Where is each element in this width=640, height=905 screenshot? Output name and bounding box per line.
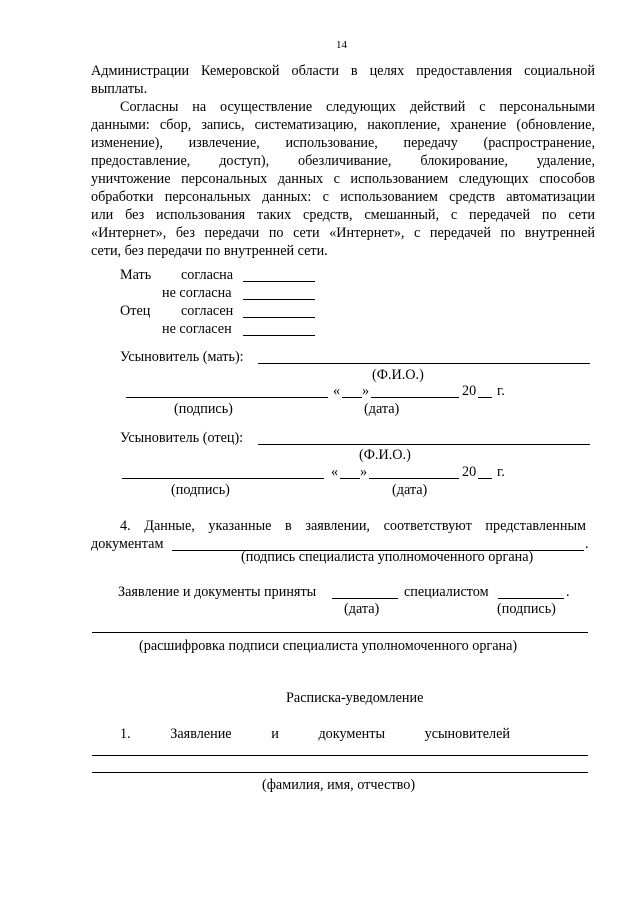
- quote-close: »: [362, 383, 370, 399]
- accepted-date-line[interactable]: [332, 598, 398, 599]
- text-line: данными: сбор, запись, систематизацию, накопление, хранение (обновление,: [91, 117, 595, 133]
- receipt-fio-caption: (фамилия, имя, отчество): [262, 777, 416, 793]
- text-line: Согласны на осуществление следующих действий с персональными: [120, 99, 595, 115]
- signature-caption: (подпись): [171, 482, 230, 498]
- receipt-item-word: документы: [318, 726, 385, 742]
- receipt-item-word: усыновителей: [424, 726, 510, 742]
- accepted-signature-line[interactable]: [498, 598, 564, 599]
- text-line: выплаты.: [91, 81, 148, 97]
- accepted-text: Заявление и документы приняты: [118, 584, 317, 600]
- accepted-specialist-text: специалистом: [404, 584, 489, 600]
- specialist-signature-caption: (подпись специалиста уполномоченного органа): [241, 549, 534, 565]
- text-line: обработки персональных данных: с использованием средств автоматизации: [91, 189, 595, 205]
- adopter-father-signature-line[interactable]: [122, 478, 324, 479]
- year-suffix: г.: [497, 383, 505, 399]
- signature-caption: (подпись): [174, 401, 233, 417]
- section4-line1: 4. Данные, указанные в заявлении, соответствуют представленным: [120, 518, 586, 534]
- page-number: 14: [336, 39, 347, 51]
- text-line: изменение), извлечение, использование, передачу (распространение,: [91, 135, 595, 151]
- mother-agree-label: согласна: [181, 267, 234, 283]
- receipt-item-word: Заявление: [170, 726, 232, 742]
- father-agree-label: согласен: [181, 303, 234, 319]
- mother-disagree-signature-line[interactable]: [243, 299, 315, 300]
- quote-open: «: [333, 383, 341, 399]
- father-agree-signature-line[interactable]: [243, 317, 315, 318]
- year-prefix: 20: [462, 383, 477, 399]
- quote-open: «: [331, 464, 339, 480]
- mother-label: Мать: [120, 267, 152, 283]
- accepted-date-caption: (дата): [344, 601, 380, 617]
- receipt-fio-line-2[interactable]: [92, 772, 588, 773]
- accepted-period: .: [566, 584, 570, 600]
- adopter-mother-label: Усыновитель (мать):: [120, 349, 244, 365]
- date-caption: (дата): [364, 401, 400, 417]
- adopter-father-label: Усыновитель (отец):: [120, 430, 244, 446]
- year-prefix: 20: [462, 464, 477, 480]
- month-line[interactable]: [369, 478, 459, 479]
- day-line[interactable]: [340, 478, 360, 479]
- text-line: предоставление, доступ), обезличивание, блокирование, удаление,: [91, 153, 595, 169]
- fio-caption: (Ф.И.О.): [372, 367, 424, 383]
- decode-signature-line[interactable]: [92, 632, 588, 633]
- day-line[interactable]: [342, 397, 362, 398]
- fio-caption: (Ф.И.О.): [359, 447, 411, 463]
- accepted-signature-caption: (подпись): [497, 601, 556, 617]
- text-line: уничтожение персональных данных с использованием следующих способов: [91, 171, 595, 187]
- decode-signature-caption: (расшифровка подписи специалиста уполномоченного органа): [139, 638, 518, 654]
- section4-line2-start: документам: [91, 536, 164, 552]
- date-caption: (дата): [392, 482, 428, 498]
- adopter-mother-signature-line[interactable]: [126, 397, 328, 398]
- father-label: Отец: [120, 303, 151, 319]
- mother-agree-signature-line[interactable]: [243, 281, 315, 282]
- section4-period: .: [585, 536, 589, 552]
- year-line[interactable]: [478, 397, 492, 398]
- text-line: или без использования таких средств, смешанный, с передачей по сети: [91, 207, 595, 223]
- text-line: сети, без передачи по внутренней сети.: [91, 243, 328, 259]
- father-disagree-signature-line[interactable]: [243, 335, 315, 336]
- year-line[interactable]: [478, 478, 492, 479]
- text-line: Администрации Кемеровской области в целях предоставления социальной: [91, 63, 595, 79]
- receipt-fio-line-1[interactable]: [92, 755, 588, 756]
- receipt-item-word: и: [271, 726, 279, 742]
- text-line: «Интернет», без передачи по сети «Интернет», с передачей по внутренней: [91, 225, 595, 241]
- receipt-item-number: 1.: [120, 726, 131, 742]
- adopter-mother-fio-line[interactable]: [258, 363, 590, 364]
- receipt-title: Расписка-уведомление: [286, 690, 424, 706]
- receipt-item-line: [120, 725, 510, 743]
- father-disagree-label: не согласен: [162, 321, 232, 337]
- year-suffix: г.: [497, 464, 505, 480]
- quote-close: »: [360, 464, 368, 480]
- month-line[interactable]: [371, 397, 459, 398]
- adopter-father-fio-line[interactable]: [258, 444, 590, 445]
- mother-disagree-label: не согласна: [162, 285, 232, 301]
